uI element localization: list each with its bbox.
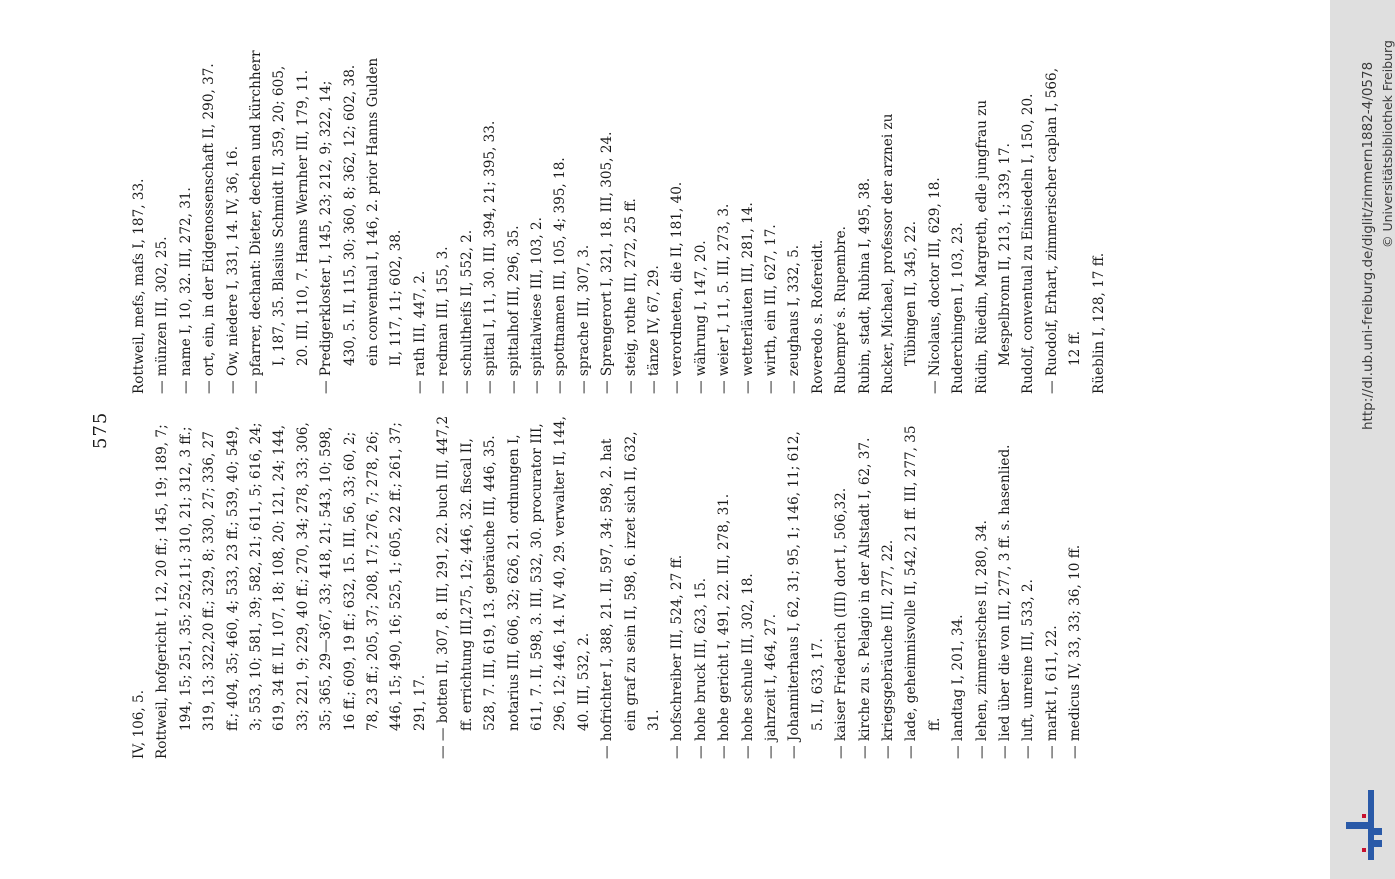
index-entry: — münzen III, 302, 25.: [154, 236, 171, 394]
index-entry: — hohe gericht I, 491, 22. III, 278, 31.: [716, 493, 733, 759]
index-entry: Ruderchingen I, 103, 23.: [950, 222, 967, 394]
logo-dot-red-2: [1362, 814, 1366, 818]
index-entry: — Johanniterhaus I, 62, 31; 95, 1; 146, 11; 612, 5. II, 633, 17.: [786, 431, 826, 759]
index-entry: — medicus IV, 33, 33; 36, 10 ff.: [1067, 544, 1084, 759]
index-entry: — zeughaus I, 332, 5.: [786, 244, 803, 394]
index-entry: — redman III, 155, 3.: [435, 246, 452, 394]
index-entry: — spottnamen III, 105, 4; 395, 18.: [552, 157, 569, 394]
index-entry: — name I, 10, 32. III, 272, 31.: [177, 187, 194, 394]
index-entry: Roveredo s. Rofereidt.: [809, 239, 826, 394]
index-entry: — Sprengerort I, 321, 18. III, 305, 24.: [599, 131, 616, 394]
index-entry: Rudolf, conventual zu Einsiedeln I, 150, 20.: [1020, 93, 1037, 394]
index-page: [90, 0, 1330, 879]
index-entry: — spittal I, 11, 30. III, 394, 21; 395, 33.: [482, 120, 499, 394]
index-entry: Rucker, Michael, professor der arznei zu Tübingen II, 345, 22.: [880, 113, 920, 394]
logo-bar-left: [1346, 822, 1368, 829]
index-entry: — kirche zu s. Pelagio in der Altstadt I, 62, 37.: [856, 437, 873, 759]
index-entry: — Ow, niedere I, 331, 14. IV, 36, 16.: [224, 145, 241, 394]
index-entry: Rottweil, hofgericht I, 12, 20 ff.; 145, 19; 189, 7; 194, 15; 251, 35; 252,11; 310, 21; 312, 3 ff.; 319, 13; 322,20 ff.; 329, 8; 330, 27; 336, 27 ff.; 404, 35; 460, 4; 533, 23 ff.; 539, 40; 549, 3; 553, 10; 581, 39; 582, 21; 611, 5; 616, 24; 619, 34 ff. II, 107, 18; 108, 20; 121, 24; 144, 33; 221, 9; 229, 40 ff.; 270, 34; 278, 33; 306, 35; 365, 29—367, 33; 418, 21; 543, 10; 598, 16 ff.; 609, 19 ff.; 632, 15. III, 56, 33; 60, 2; 78, 23 ff.; 205, 37; 208, 17; 276, 7; 278, 26; 446, 15; 490, 16; 525, 1; 605, 22 ff.; 261, 37; 291, 17.: [154, 422, 428, 759]
index-entry: Rubin, stadt, Rubina I, 495, 38.: [856, 177, 873, 394]
index-entry: — hohe schule III, 302, 18.: [739, 573, 756, 759]
index-entry: — hofrichter I, 388, 21. II, 597, 34; 598, 2. hat ein graf zu sein II, 598, 6. irzet sich II, 632, 31.: [599, 431, 662, 759]
index-entry: — wirth, ein III, 627, 17.: [762, 224, 779, 394]
index-entry: — tänze IV, 67, 29.: [645, 265, 662, 394]
index-entry: — kaiser Friederich (III) dort I, 506,32.: [833, 487, 850, 759]
index-entry: Rüeblin I, 128, 17 ff.: [1090, 252, 1107, 394]
logo-bar-right-2: [1374, 840, 1382, 847]
index-entry: — — botten II, 307, 8. III, 291, 22. buch III, 447,2 ff. errichtung III,275, 12; 446, 32. fiscal II, 528, 7. III, 619, 13. gebräuche III, 446, 35. notarius III, 606, 32; 626, 21. ordnungen I, 611, 7. II, 598, 3. III, 532, 30. procurator III, 296, 12; 446, 14. IV, 40, 29. verwalter II, 144, 40. III, 532, 2.: [435, 415, 592, 759]
index-entry: — landtag I, 201, 34.: [950, 614, 967, 759]
copyright-notice: © Universitätsbibliothek Freiburg: [1380, 40, 1395, 248]
index-column-right: [128, 49, 1198, 394]
index-entry: — jahrzeit I, 464, 27.: [762, 613, 779, 759]
index-entry: — rath III, 447, 2.: [411, 270, 428, 394]
index-entry: — ort, ein, in der Eidgenossenschaft II, 290, 37.: [201, 63, 218, 394]
index-entry: — hohe bruck III, 623, 15.: [692, 577, 709, 759]
index-entry: — luft, unreine III, 533, 2.: [1020, 579, 1037, 759]
index-entry: — Ruodolf, Erhart, zimmerischer caplan I, 566, 12 ff.: [1043, 67, 1084, 394]
index-entry: — pfarrer, dechant: Dieter, dechen und kürchherr I, 187, 35. Blasius Schmidt II, 359, 20; 605, 20. III, 110, 7. Hanns Wernher III, 179, 11.: [248, 50, 311, 394]
index-entry: Rottweil, mefs, mafs I, 187, 33.: [131, 178, 147, 394]
index-entry: — lehen, zimmerisches II, 280, 34.: [973, 520, 990, 759]
logo-bar-right: [1374, 828, 1382, 835]
ub-freiburg-logo-icon: [1338, 790, 1388, 860]
index-entry: — steig, rothe III, 272, 25 ff.: [622, 198, 639, 394]
index-entry: — verordneten, die II, 181, 40.: [669, 181, 686, 394]
index-entry: — lied über die von III, 277, 3 ff. s. hasenlied.: [997, 444, 1014, 759]
source-url[interactable]: http://dl.ub.uni-freiburg.de/diglit/zimmern1882-4/0578: [1360, 61, 1376, 430]
index-entry: — lade, geheimnisvolle II, 542, 21 ff. III, 277, 35 ff.: [903, 425, 943, 759]
index-entry: IV, 106, 5.: [131, 689, 147, 759]
index-entry: — sprache III, 307, 3.: [575, 244, 592, 394]
index-entry: Rubempré s. Rupembre.: [833, 225, 850, 394]
index-entry: — spittalhof III, 296, 35.: [505, 225, 522, 394]
index-entry: — währung I, 147, 20.: [692, 240, 709, 394]
index-entry: — markt I, 611, 22.: [1043, 625, 1060, 759]
index-entry: — spittalwiese III, 103, 2.: [528, 217, 545, 394]
index-entry: — schultheifs II, 552, 2.: [458, 229, 475, 394]
index-entry: — hofschreiber III, 524, 27 ff.: [669, 554, 686, 759]
index-column-left: [128, 414, 1198, 759]
index-entry: — weier I, 11, 5. III, 273, 3.: [716, 203, 733, 394]
index-entry: — Nicolaus, doctor III, 629, 18.: [926, 177, 943, 394]
logo-dot-red: [1362, 848, 1366, 852]
page-number: 575: [90, 411, 111, 449]
index-entry: — Predigerkloster I, 145, 23; 212, 9; 322, 14; 430, 5. II, 115, 30; 360, 8; 362, 12; 602, 38. ein conventual I, 146, 2. prior Hanns Gulden II, 117, 11; 602, 38.: [318, 57, 405, 394]
index-entry: Rüdin, Rüedin, Margreth, edle jungfrau zu Mespelbronn II, 213, 1; 339, 17.: [973, 99, 1014, 394]
index-entry: — wetterläuten III, 281, 14.: [739, 202, 756, 394]
logo-bar-vertical: [1368, 790, 1374, 860]
index-entry: — kriegsgebräuche III, 277, 22.: [880, 539, 896, 759]
